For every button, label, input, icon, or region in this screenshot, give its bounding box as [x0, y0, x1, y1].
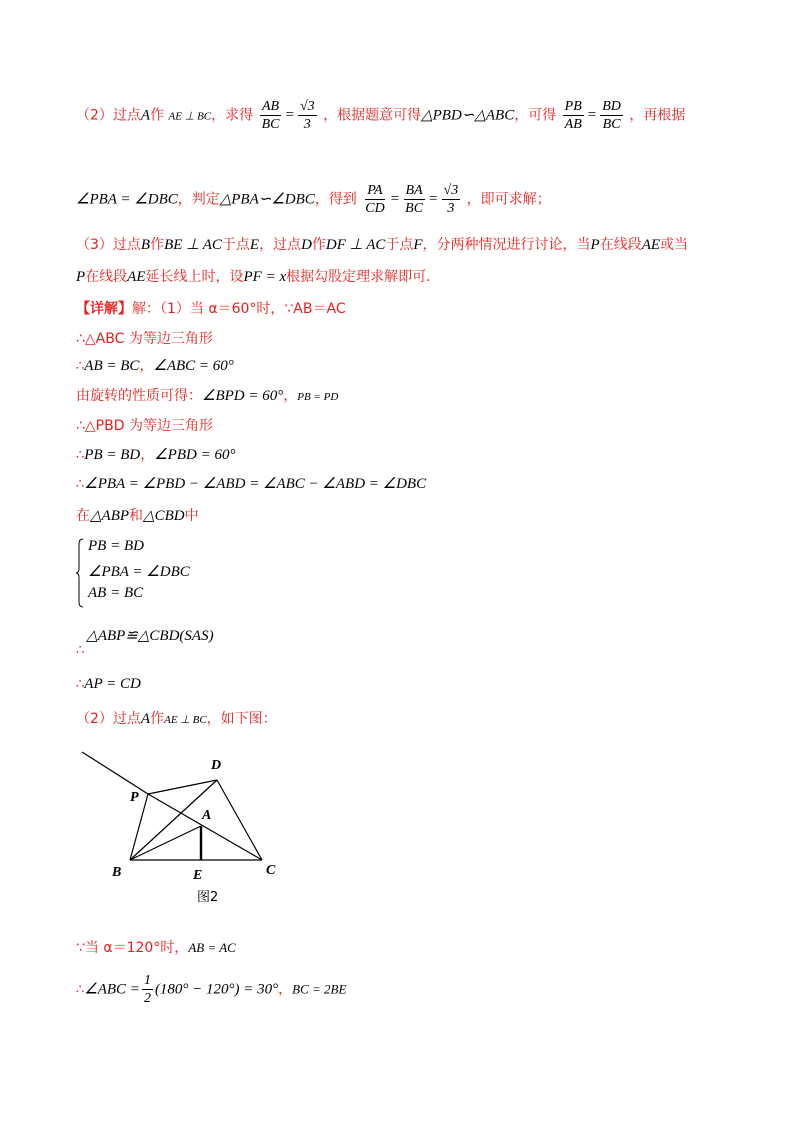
detail-heading: 【详解】解：（1）当 α＝60°时，∵AB＝AC — [76, 301, 346, 317]
label-d: D — [211, 758, 222, 773]
step-angle-chain: ∴∠PBA = ∠PBD − ∠ABD = ∠ABC − ∠ABD = ∠DBC — [76, 476, 427, 492]
fraction-bd-bc: $\frac{BD}{BC}$ — [602, 99, 621, 132]
analysis-line-2b: ∠PBA = ∠DBC，判定△PBA∽∠DBC，得到 $\frac{PA}{CD}$ = $\frac{BA}{BC}$ = $\frac{√3}{3}$ ，即可求解； — [76, 183, 551, 216]
label-b: B — [112, 865, 122, 880]
step-congruent: ∴△ABP≌△CBD(SAS) — [76, 628, 214, 658]
step-equilateral-abc: ∴△ABC 为等边三角形 — [76, 331, 213, 347]
geometry-figure-2 — [80, 748, 310, 918]
figure-caption: 图2 — [197, 890, 219, 905]
label-a: A — [202, 808, 212, 823]
label-e: E — [193, 868, 203, 883]
step-equilateral-pbd: ∴△PBD 为等边三角形 — [76, 418, 213, 434]
step-pb-bd: ∴PB = BD，∠PBD = 60° — [76, 447, 236, 463]
system-row-1: PB = BD — [88, 538, 144, 554]
step-ap-cd: ∴AP = CD — [76, 676, 141, 692]
step-alpha-120: ∵当 α＝120°时，AB = AC — [76, 940, 236, 956]
label-p: P — [130, 790, 139, 805]
fraction-half: $\frac{1}{2}$ — [143, 973, 151, 1006]
fraction-sqrt3-3b: $\frac{√3}{3}$ — [443, 183, 459, 216]
part2-heading: （2）过点A作AE ⊥ BC，如下图： — [76, 711, 277, 727]
fraction-pb-ab: $\frac{PB}{AB}$ — [564, 99, 582, 132]
system-row-2: ∠PBA = ∠DBC — [88, 564, 190, 580]
left-brace-icon — [76, 538, 84, 608]
analysis-line-3a: （3）过点B作BE ⊥ AC于点E，过点D作DF ⊥ AC于点F，分两种情况进行讨论，当P在线段AE或当 — [76, 237, 689, 253]
analysis-line-2a: （2）过点A作 AE ⊥ BC，求得 $\frac{AB}{BC}$ = $\frac{√3}{3}$ ，根据题意可得△PBD∽△ABC，可得 $\frac{PB}{AB}$ = $\frac{BD}{BC}$ ，再根据 — [76, 99, 686, 132]
fraction-ab-bc: $\frac{AB}{BC}$ — [261, 99, 280, 132]
system-row-3: AB = BC — [88, 585, 144, 601]
step-angle-30: ∴∠ABC = $\frac{1}{2}$ (180° − 120°) = 30°，BC = 2BE — [76, 973, 347, 1006]
analysis-line-3b: P在线段AE延长线上时，设PF = x根据勾股定理求解即可. — [76, 269, 431, 285]
label-c: C — [266, 863, 276, 878]
step-ab-bc: ∴AB = BC，∠ABC = 60° — [76, 358, 234, 374]
fraction-ba-bc: $\frac{BA}{BC}$ — [405, 183, 424, 216]
fraction-sqrt3-3: $\frac{√3}{3}$ — [299, 99, 315, 132]
fraction-pa-cd: $\frac{PA}{CD}$ — [365, 183, 385, 216]
step-in-triangles: 在△ABP和△CBD中 — [76, 508, 199, 524]
step-rotation: 由旋转的性质可得：∠BPD = 60°，PB = PD — [76, 388, 339, 404]
